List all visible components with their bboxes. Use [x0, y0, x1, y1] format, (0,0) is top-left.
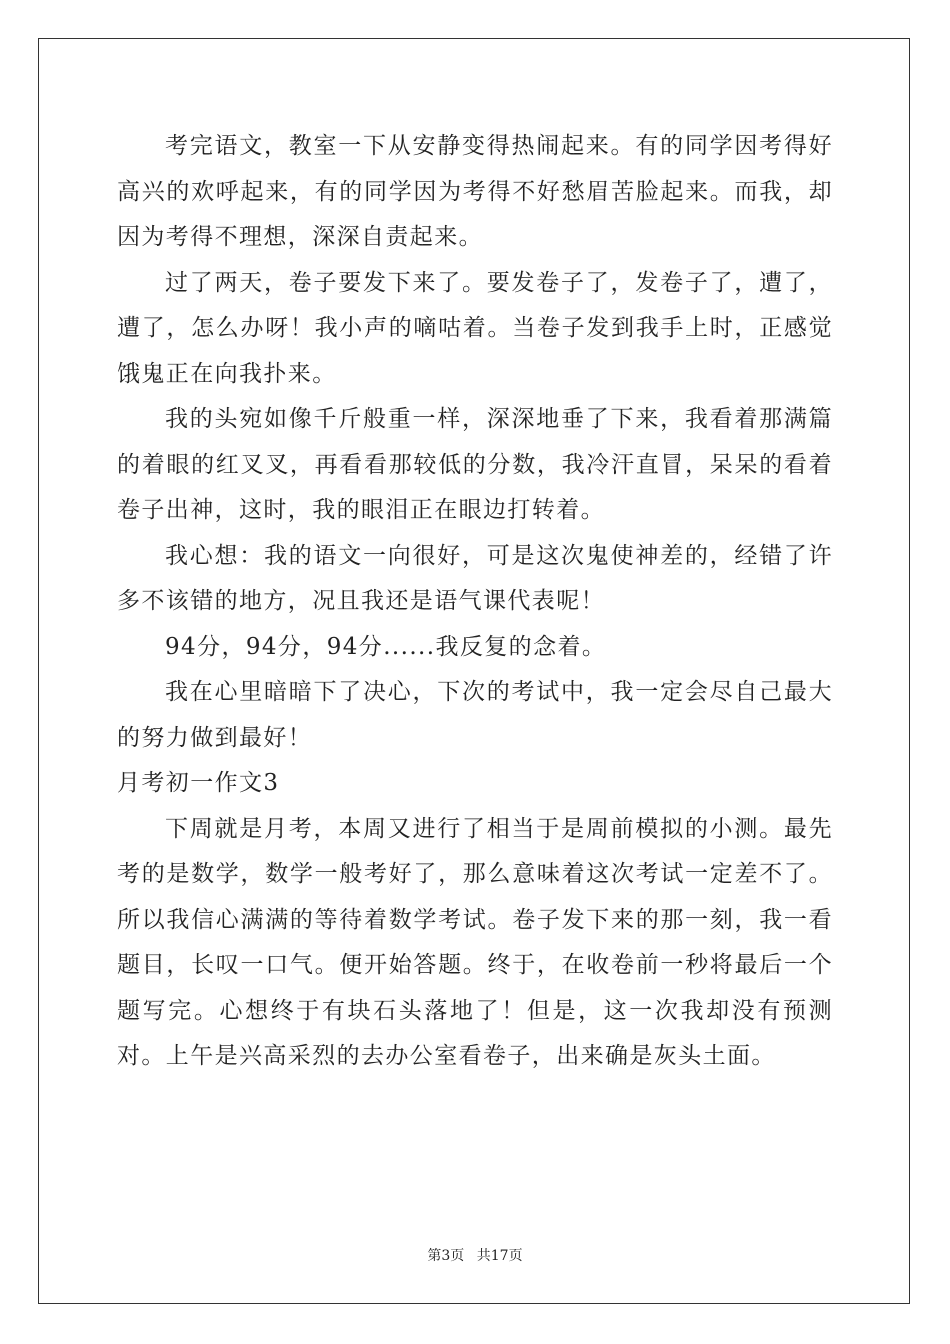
page-total: 共17页 [476, 1248, 523, 1264]
page-footer [0, 1245, 950, 1265]
paragraph: 考完语文，教室一下从安静变得热闹起来。有的同学因考得好高兴的欢呼起来，有的同学因为考得不好愁眉苦脸起来。而我，却因为考得不理想，深深自责起来。 [117, 133, 833, 250]
paragraph: 我在心里暗暗下了决心，下次的考试中，我一定会尽自己最大的努力做到最好！ [117, 679, 833, 751]
paragraph: 我的头宛如像千斤般重一样，深深地垂了下来，我看着那满篇的着眼的红叉叉，再看看那较低的分数，我冷汗直冒，呆呆的看着卷子出神，这时，我的眼泪正在眼边打转着。 [117, 406, 833, 523]
paragraph: 94分，94分，94分......我反复的念着。 [165, 633, 607, 660]
section-heading: 月考初一作文3 [117, 770, 280, 796]
page-number: 第3页 [427, 1248, 465, 1264]
paragraph: 过了两天，卷子要发下来了。要发卷子了，发卷子了，遭了，遭了，怎么办呀！我小声的嘀咕着。当卷子发到我手上时，正感觉饿鬼正在向我扑来。 [117, 269, 833, 387]
paragraph: 我心想：我的语文一向很好，可是这次鬼使神差的，经错了许多不该错的地方，况且我还是语气课代表呢！ [117, 542, 833, 614]
document-body [117, 124, 833, 1080]
paragraph: 下周就是月考，本周又进行了相当于是周前模拟的小测。最先考的是数学，数学一般考好了，那么意味着这次考试一定差不了。所以我信心满满的等待着数学考试。卷子发下来的那一刻，我一看题目，长叹一口气。便开始答题。终于，在收卷前一秒将最后一个题写完。心想终于有块石头落地了！但是，这一次我却没有预测对。上午是兴高采烈的去办公室看卷子，出来确是灰头土面。 [117, 815, 833, 1069]
